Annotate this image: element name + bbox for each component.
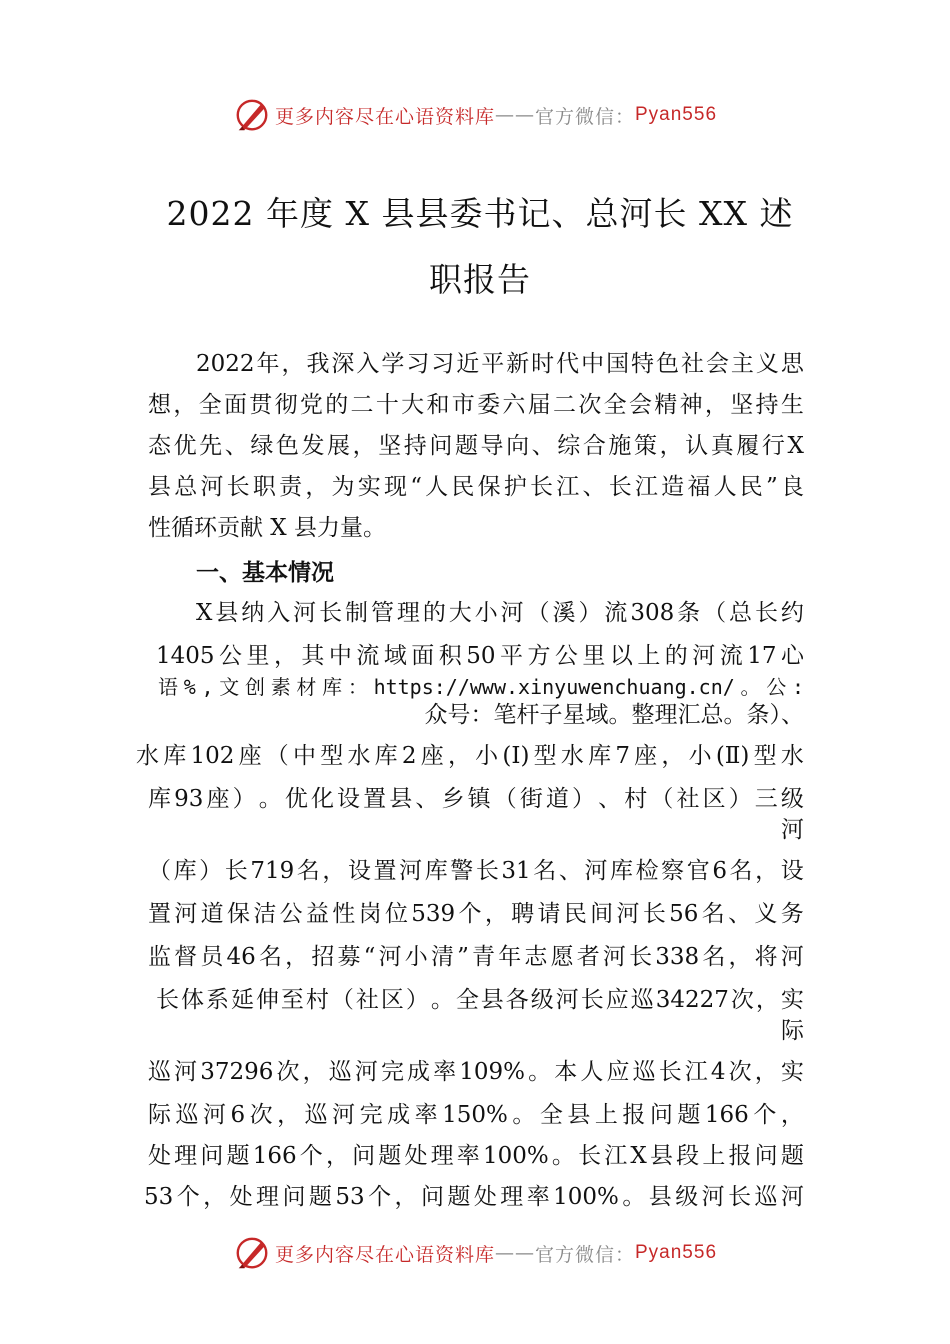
paragraph-line: 库 93 座 ） 。 优 化 设 置 县 、 乡 镇 （ 街 道 ） 、 村 （ 社 区 ） 三 级 [148, 786, 804, 812]
document-title-line2: 职报告 [429, 260, 531, 299]
banner-wechat-id: Pyan556 [635, 1242, 718, 1263]
paragraph-line: 际 [781, 1018, 804, 1044]
paragraph-line: 1405 公 里 ， 其 中 流 域 面 积 50 平 方 公 里 以 上 的 河 流 17 心 [156, 643, 804, 669]
paragraph-line: （ 库 ） 长 719 名 ， 设 置 河 库 警 长 31 名 、 河 库 检 察 官 6 名 ， 设 [148, 858, 804, 884]
paragraph-line: 众号：笔杆子星域。整理汇总。条）、 [424, 702, 804, 728]
paragraph-line: 语 % , 文 创 素 材 库 ： https://www.xinyuwenchuang.cn/ 。 公 : [158, 675, 804, 699]
document-title-line1: 2022 年度 X 县县委书记、总河长 XX 述 [166, 194, 794, 233]
banner-separator: —— [494, 104, 535, 126]
paragraph-line: X 县 纳 入 河 长 制 管 理 的 大 小 河 （ 溪 ） 流 308 条 （ 总 长 约 [196, 600, 804, 626]
paragraph-line: 长 体 系 延 伸 至 村 （ 社 区 ） 。 全 县 各 级 河 长 应 巡 34227 次 ， 实 [156, 987, 804, 1013]
paragraph-line: 巡 河 37296 次 ， 巡 河 完 成 率 109% 。 本 人 应 巡 长 江 4 次 ， 实 [148, 1059, 804, 1085]
paragraph-line: 53 个 ， 处 理 问 题 53 个 ， 问 题 处 理 率 100% 。 县 级 河 长 巡 河 [144, 1184, 804, 1210]
pen-logo-icon [233, 96, 271, 134]
paragraph-line: 2022 年 ， 我 深 入 学 习 习 近 平 新 时 代 中 国 特 色 社 会 主 义 思 [196, 351, 804, 377]
paragraph-line: 想 ， 全 面 贯 彻 党 的 二 十 大 和 市 委 六 届 二 次 全 会 精 神 ， 坚 持 生 [148, 392, 804, 418]
banner-text: 更多内容尽在心语资料库 [274, 105, 495, 128]
paragraph-line: 县 总 河 长 职 责 ， 为 实 现 “ 人 民 保 护 长 江 、 长 江 造 福 人 民 ” 良 [148, 474, 804, 500]
header-banner [0, 96, 950, 134]
paragraph-line: 河 [781, 817, 804, 843]
section-heading: 一、基本情况 [196, 560, 334, 586]
banner-text: 更多内容尽在心语资料库 [274, 1243, 495, 1266]
footer-banner [0, 1234, 950, 1272]
pen-logo-icon [233, 1234, 271, 1272]
banner-separator: —— [494, 1242, 535, 1264]
banner-wechat-id: Pyan556 [635, 104, 718, 125]
banner-wechat-label: 官方微信： [534, 1243, 635, 1266]
paragraph-line: 水 库 102 座 （ 中 型 水 库 2 座 ， 小 (Ⅰ) 型 水 库 7 座 ， 小 (Ⅱ) 型 水 [136, 743, 804, 769]
banner-wechat-label: 官方微信： [534, 105, 635, 128]
paragraph-line: 置 河 道 保 洁 公 益 性 岗 位 539 个 ， 聘 请 民 间 河 长 56 名 、 义 务 [148, 901, 804, 927]
paragraph-line: 性循环贡献 X 县力量。 [148, 515, 386, 541]
paragraph-line: 监 督 员 46 名 ， 招 募 “ 河 小 清 ” 青 年 志 愿 者 河 长 338 名 ， 将 河 [148, 944, 804, 970]
paragraph-line: 态 优 先 、 绿 色 发 展 ， 坚 持 问 题 导 向 、 综 合 施 策 ， 认 真 履 行 X [148, 433, 804, 459]
paragraph-line: 际 巡 河 6 次 ， 巡 河 完 成 率 150% 。 全 县 上 报 问 题 166 个 ， [148, 1102, 804, 1128]
paragraph-line: 处 理 问 题 166 个 ， 问 题 处 理 率 100% 。 长 江 X 县 段 上 报 问 题 [148, 1143, 804, 1169]
